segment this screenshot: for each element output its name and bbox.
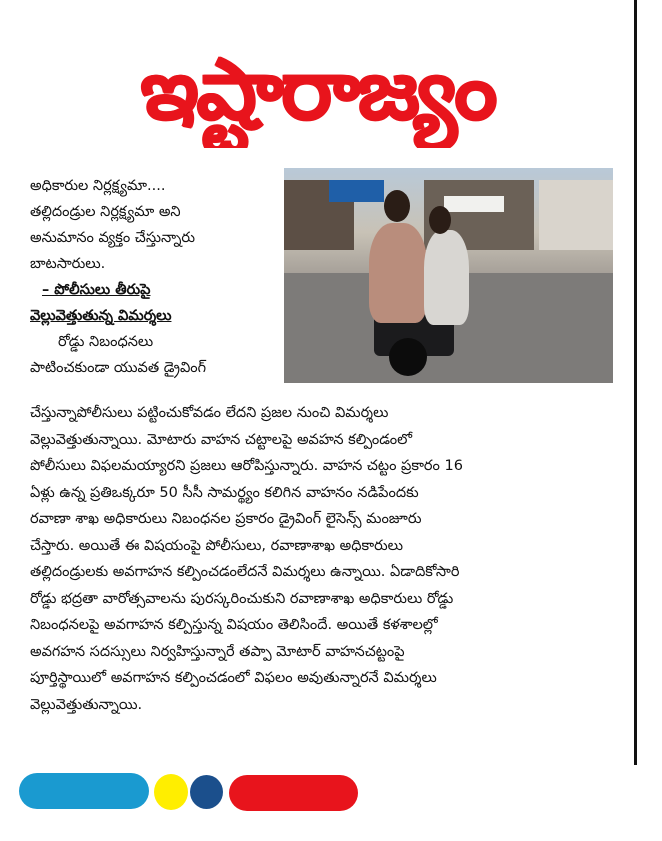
photo-rider-head (384, 190, 410, 222)
body-line: చేస్తారు. అయితే ఈ విషయంపై పోలీసులు, రవాణాశాఖ అధికారులు (30, 537, 403, 554)
intro-line: రోడ్డు నిబంధనలు (58, 334, 154, 350)
body-line: చేస్తున్నాపోలీసులు పట్టించుకోవడం లేదని ప్రజల నుంచి విమర్శలు (30, 405, 389, 421)
footer-blue-pill (19, 773, 149, 809)
photo-shop-board (444, 196, 504, 212)
footer-red-pill (229, 775, 358, 811)
lead-line: తల్లిదండ్రుల నిర్లక్ష్యమా అని (30, 204, 181, 220)
body-line: అవగహన సదస్సులు నిర్వహిస్తున్నారే తప్పా మోటార్ వాహనచట్టంపై (30, 643, 405, 660)
photo-rider2-head (429, 206, 451, 234)
body-line: రోడ్డు భద్రతా వారోత్సవాలను పురస్కరించుకుని రవాణాశాఖ అధికారులు రోడ్డు (30, 590, 454, 607)
footer-yellow-dot (154, 774, 188, 810)
masthead-title: ఇష్టారాజ్యం (140, 40, 496, 138)
body-line: ఏళ్లు ఉన్న ప్రతిఒక్కరూ 50 సీసీ సామర్థ్యం కలిగిన వాహనం నడిపేందకు (30, 484, 419, 501)
lead-line: బాటసారులు. (30, 256, 106, 272)
news-photo (284, 168, 613, 383)
intro-line: పాటించకుండా యువత డ్రైవింగ్ (30, 360, 207, 376)
body-paragraph (30, 400, 620, 718)
lead-line: అనుమానం వ్యక్తం చేస్తున్నారు (30, 230, 196, 246)
lead-text-block (30, 173, 206, 381)
body-line: తల్లిదండ్రులకు అవగాహన కల్పించడంలేదనే విమర్శలు ఉన్నాయి. ఏడాదికోసారి (30, 564, 460, 580)
body-line: వెల్లువెత్తుతున్నాయి. మోటారు వాహన చట్టాలపై అవహన కల్పిండంలో (30, 431, 413, 448)
photo-shop-right (539, 180, 613, 250)
subhead-line-1: – పోలీసులు తీరుపై (42, 282, 151, 298)
body-line: వెల్లువెత్తుతున్నాయి. (30, 696, 143, 713)
body-line: పూర్తిస్థాయిలో అవగాహన కల్పించడంలో విఫలం అవుతున్నారనే విమర్శలు (30, 670, 437, 686)
lead-line: అధికారుల నిర్లక్ష్యమా.... (30, 178, 166, 194)
photo-wheel (389, 338, 427, 376)
body-line: రవాణా శాఖ అధికారులు నిబంధనల ప్రకారం డ్రైవింగ్ లైసెన్స్ మంజూరు (30, 511, 422, 527)
subhead-line-2: వెల్లువెత్తుతున్న విమర్శలు (30, 308, 172, 324)
photo-rider-back (424, 230, 469, 325)
photo-shop-sign (329, 180, 384, 202)
footer-navy-dot (190, 775, 223, 809)
body-line: పోలీసులు విఫలమయ్యారని ప్రజలు ఆరోపిస్తున్నారు. వాహన చట్టం ప్రకారం 16 (30, 458, 463, 474)
right-column-rule (634, 0, 637, 765)
photo-rider-front (369, 223, 427, 323)
body-line: నిబంధనలపై అవగాహన కల్పిస్తున్న విషయం తెలిసిందే. అయితే కళశాలల్లో (30, 617, 438, 633)
